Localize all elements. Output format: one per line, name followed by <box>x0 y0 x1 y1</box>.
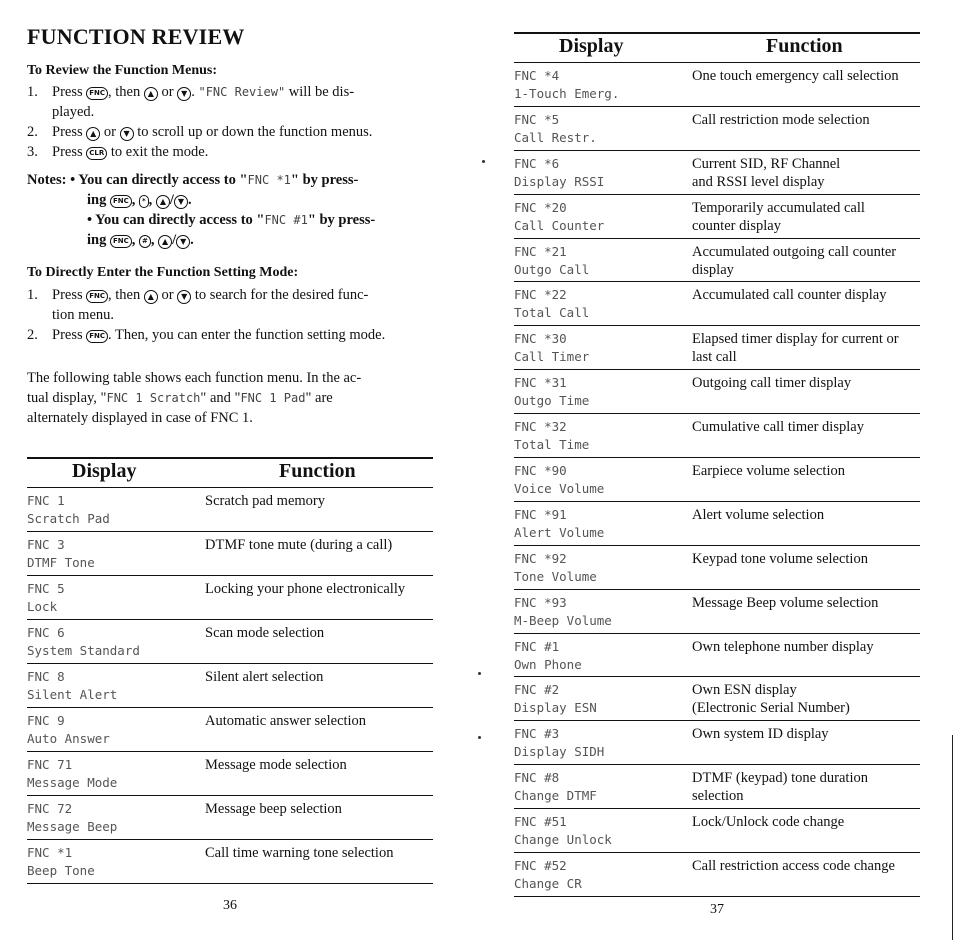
function-line-1: Current SID, RF Channel <box>692 155 841 172</box>
display-line-1: FNC #8 <box>514 770 560 786</box>
function-description <box>205 580 405 598</box>
table-row <box>514 151 920 195</box>
fnc-key-icon: FNC <box>86 87 108 100</box>
function-line-1: Alert volume selection <box>692 506 825 523</box>
table-row <box>514 326 920 370</box>
table-row <box>27 752 433 796</box>
function-description <box>205 492 325 510</box>
lcd-display-text <box>27 536 95 572</box>
table-row <box>27 664 433 708</box>
table-row <box>514 853 920 897</box>
display-line-1: FNC 6 <box>27 625 65 640</box>
lcd-display-text <box>514 725 604 761</box>
lcd-display-text <box>514 681 597 717</box>
display-line-2: Call Restr. <box>514 129 597 145</box>
notes <box>27 170 447 250</box>
display-line-1: FNC #1 <box>514 638 560 654</box>
table-row <box>27 576 433 620</box>
table-row <box>27 532 433 576</box>
display-line-2: Display ESN <box>514 700 597 716</box>
table-header <box>514 32 920 63</box>
function-line-2: selection <box>692 788 744 805</box>
table-row <box>514 414 920 458</box>
display-line-1: FNC #51 <box>514 814 567 830</box>
table-header <box>27 457 433 488</box>
display-line-2: Total Time <box>514 437 590 453</box>
function-line-1: Cumulative call timer display <box>692 419 864 436</box>
up-arrow-key-icon: ▲ <box>86 127 100 141</box>
function-description <box>692 638 874 656</box>
table-row <box>514 765 920 809</box>
display-line-2: Alert Volume <box>514 524 605 540</box>
function-description <box>692 286 886 304</box>
table-row <box>27 708 433 752</box>
display-line-1: FNC *5 <box>514 111 560 127</box>
lcd-display-text <box>27 800 117 836</box>
function-description <box>692 418 864 436</box>
fnc-key-icon: FNC <box>86 290 108 303</box>
review-step-3: 3. Press CLR to exit the mode. <box>27 144 209 160</box>
fnc-key-icon: FNC <box>110 235 132 248</box>
display-line-2: Change DTMF <box>514 788 597 804</box>
function-line-1: Message Beep volume selection <box>692 594 879 611</box>
fnc-key-icon: FNC <box>86 330 108 343</box>
display-line-1: FNC *21 <box>514 243 567 259</box>
table-row <box>514 634 920 678</box>
lcd-display-text <box>514 330 589 366</box>
lcd-display-text <box>514 243 589 279</box>
lcd-display-text <box>27 844 95 880</box>
table-row <box>27 620 433 664</box>
table-row <box>514 107 920 151</box>
display-line-2: Change CR <box>514 876 582 892</box>
function-line-1: Call restriction mode selection <box>692 111 870 128</box>
lcd-display-text <box>27 712 110 748</box>
column-header-function: Function <box>279 460 356 482</box>
up-arrow-key-icon: ▲ <box>156 195 170 209</box>
display-line-1: FNC 3 <box>27 537 65 552</box>
lcd-display-text <box>514 462 604 498</box>
column-header-display: Display <box>72 460 137 482</box>
table-row <box>514 282 920 326</box>
function-line-2: last call <box>692 349 737 366</box>
function-line-1: Keypad tone volume selection <box>692 550 868 567</box>
display-line-1: FNC 9 <box>27 713 65 728</box>
lcd-text: "FNC Review" <box>198 85 286 99</box>
table-row <box>27 840 433 884</box>
function-line-1: Own ESN display <box>692 682 797 699</box>
table-row <box>514 239 920 283</box>
intro-paragraph: The following table shows each function menu. In the ac- tual display, "FNC 1 Scratch" and "FNC 1 Pad" are alternately displayed in case of FNC 1. <box>27 370 362 426</box>
up-arrow-key-icon: ▲ <box>158 235 172 249</box>
display-line-1: FNC #2 <box>514 682 560 698</box>
function-line-1: Message beep selection <box>205 801 342 817</box>
display-line-1: FNC *30 <box>514 331 567 347</box>
function-line-1: Call time warning tone selection <box>205 845 394 861</box>
table-row <box>514 370 920 414</box>
function-line-1: One touch emergency call selection <box>692 68 899 84</box>
direct-step-2: 2. Press FNC . Then, you can enter the function setting mode. <box>27 327 386 343</box>
function-line-1: Automatic answer selection <box>205 713 367 729</box>
function-description <box>205 624 324 642</box>
table-row <box>514 63 920 107</box>
display-line-2: Auto Answer <box>27 731 110 746</box>
function-line-1: Message mode selection <box>205 757 347 773</box>
display-line-1: FNC *32 <box>514 419 567 435</box>
table-row <box>514 590 920 634</box>
table-row <box>514 546 920 590</box>
display-line-2: Silent Alert <box>27 687 118 702</box>
page-number: 37 <box>710 902 724 917</box>
display-line-2: Tone Volume <box>514 568 597 584</box>
function-line-1: Temporarily accumulated call <box>692 199 865 216</box>
up-arrow-key-icon: ▲ <box>144 87 158 101</box>
function-description <box>692 506 824 524</box>
function-line-1: Outgoing call timer display <box>692 375 852 392</box>
function-table-left <box>27 457 433 884</box>
lcd-display-text <box>514 769 597 805</box>
display-line-1: FNC *31 <box>514 375 567 391</box>
function-description <box>692 813 844 831</box>
down-arrow-key-icon: ▼ <box>120 127 134 141</box>
lcd-display-text <box>27 756 117 792</box>
note-2-keys: ing FNC , # , ▲ / ▼ . <box>87 232 194 248</box>
table-row <box>514 502 920 546</box>
star-key-icon: * <box>139 195 149 208</box>
up-arrow-key-icon: ▲ <box>144 290 158 304</box>
function-line-2: counter display <box>692 217 781 234</box>
function-table-right <box>514 32 920 897</box>
table-row <box>27 488 433 532</box>
function-description <box>692 769 868 805</box>
display-line-1: FNC 5 <box>27 581 65 596</box>
page-number: 36 <box>223 898 237 913</box>
function-description <box>205 844 393 862</box>
display-line-2: Change Unlock <box>514 832 612 848</box>
display-line-1: FNC *91 <box>514 506 567 522</box>
function-line-1: Earpiece volume selection <box>692 463 845 480</box>
review-step-2: 2. Press ▲ or ▼ to scroll up or down the function menus. <box>27 124 373 140</box>
lcd-display-text <box>514 418 589 454</box>
review-step-1: 1. Press FNC , then ▲ or ▼ . "FNC Review" will be dis- played. <box>27 84 355 120</box>
function-line-1: DTMF tone mute (during a call) <box>205 537 393 553</box>
review-heading: To Review the Function Menus: <box>27 63 218 78</box>
lcd-display-text <box>514 594 612 630</box>
page-title: FUNCTION REVIEW <box>27 24 245 49</box>
display-line-1: FNC 1 <box>27 493 65 508</box>
display-line-1: FNC *92 <box>514 550 567 566</box>
down-arrow-key-icon: ▼ <box>174 195 188 209</box>
lcd-display-text <box>27 624 140 660</box>
display-line-2: M-Beep Volume <box>514 612 612 628</box>
display-line-1: FNC 8 <box>27 669 65 684</box>
function-line-1: Scratch pad memory <box>205 493 325 509</box>
table-row <box>514 809 920 853</box>
function-line-1: Elapsed timer display for current or <box>692 331 899 348</box>
lcd-display-text <box>514 638 582 674</box>
table-row <box>514 677 920 721</box>
function-description <box>692 111 870 129</box>
lcd-display-text <box>27 580 65 616</box>
display-line-2: Message Mode <box>27 775 118 790</box>
display-line-2: Outgo Time <box>514 393 590 409</box>
function-line-1: Lock/Unlock code change <box>692 814 845 831</box>
display-line-1: FNC *20 <box>514 199 567 215</box>
scan-dot <box>482 160 485 163</box>
lcd-display-text <box>514 111 597 147</box>
display-line-1: FNC #3 <box>514 726 560 742</box>
display-line-1: FNC 72 <box>27 801 73 816</box>
lcd-display-text <box>27 492 110 528</box>
function-line-1: Accumulated outgoing call counter <box>692 243 897 260</box>
display-line-1: FNC *93 <box>514 594 567 610</box>
table-row <box>514 458 920 502</box>
display-line-1: FNC *6 <box>514 155 560 171</box>
note-1-keys: ing FNC , * , ▲ / ▼ . <box>87 192 192 208</box>
function-line-1: Scan mode selection <box>205 625 325 641</box>
display-line-2: Outgo Call <box>514 261 590 277</box>
display-line-2: Total Call <box>514 305 590 321</box>
lcd-display-text <box>514 155 604 191</box>
function-line-1: DTMF (keypad) tone duration <box>692 770 868 787</box>
function-line-1: Own telephone number display <box>692 638 874 655</box>
display-line-2: Call Counter <box>514 217 605 233</box>
lcd-display-text <box>514 813 612 849</box>
table-row <box>514 195 920 239</box>
lcd-display-text <box>514 67 619 103</box>
table-row <box>27 796 433 840</box>
function-line-1: Call restriction access code change <box>692 858 895 875</box>
lcd-display-text <box>514 374 589 410</box>
display-line-2: Display RSSI <box>514 173 605 189</box>
lcd-display-text <box>514 286 589 322</box>
function-line-2: and RSSI level display <box>692 173 825 190</box>
function-description <box>692 550 868 568</box>
display-line-2: Own Phone <box>514 656 582 672</box>
display-line-1: FNC #52 <box>514 858 567 874</box>
function-description <box>692 681 850 717</box>
down-arrow-key-icon: ▼ <box>176 235 190 249</box>
right-page <box>477 0 954 940</box>
display-line-2: Voice Volume <box>514 481 605 497</box>
function-description <box>205 668 323 686</box>
function-description <box>692 374 851 392</box>
column-header-function: Function <box>766 35 843 57</box>
display-line-2: Display SIDH <box>514 744 605 760</box>
direct-heading: To Directly Enter the Function Setting Mode: <box>27 265 299 280</box>
function-line-1: Own system ID display <box>692 726 829 743</box>
note-1: Notes: • You can directly access to "FNC *1" by press- <box>27 172 359 188</box>
lcd-display-text <box>27 668 117 704</box>
display-line-2: Scratch Pad <box>27 511 110 526</box>
display-line-2: 1-Touch Emerg. <box>514 86 620 101</box>
direct-step-1: 1. Press FNC , then ▲ or ▼ to search for the desired func- tion menu. <box>27 287 369 323</box>
function-description <box>692 67 899 85</box>
display-line-1: FNC *22 <box>514 287 567 303</box>
display-line-2: Message Beep <box>27 819 118 834</box>
function-description <box>205 536 392 554</box>
lcd-display-text <box>514 506 604 542</box>
function-description <box>692 725 829 743</box>
function-description <box>692 462 845 480</box>
hash-key-icon: # <box>139 235 151 248</box>
down-arrow-key-icon: ▼ <box>177 290 191 304</box>
lcd-display-text <box>514 857 582 893</box>
display-line-2: Lock <box>27 599 58 614</box>
display-line-2: Beep Tone <box>27 863 95 878</box>
display-line-1: FNC *4 <box>514 68 560 83</box>
display-line-2: Call Timer <box>514 349 590 365</box>
scan-dot <box>478 736 481 739</box>
display-line-2: System Standard <box>27 643 140 658</box>
function-line-1: Silent alert selection <box>205 669 324 685</box>
function-description <box>692 594 878 612</box>
display-line-1: FNC *1 <box>27 845 73 860</box>
function-description <box>692 857 895 875</box>
display-line-2: DTMF Tone <box>27 555 95 570</box>
function-line-1: Locking your phone electronically <box>205 581 406 597</box>
function-description <box>205 800 342 818</box>
display-line-1: FNC 71 <box>27 757 73 772</box>
function-description <box>692 155 840 191</box>
function-description <box>205 756 347 774</box>
lcd-display-text <box>514 199 604 235</box>
display-line-1: FNC *90 <box>514 463 567 479</box>
lcd-display-text <box>514 550 597 586</box>
function-line-2: display <box>692 261 734 278</box>
fnc-key-icon: FNC <box>110 195 132 208</box>
function-line-2: (Electronic Serial Number) <box>692 700 850 717</box>
scan-dot <box>478 672 481 675</box>
function-description <box>692 243 896 279</box>
clr-key-icon: CLR <box>86 147 107 160</box>
left-page <box>0 0 470 940</box>
column-header-display: Display <box>559 35 624 57</box>
function-description <box>205 712 366 730</box>
note-2: • You can directly access to "FNC #1" by press- <box>87 212 376 228</box>
table-row <box>514 721 920 765</box>
down-arrow-key-icon: ▼ <box>177 87 191 101</box>
page-edge <box>952 735 954 940</box>
function-description <box>692 199 865 235</box>
function-description <box>692 330 899 366</box>
function-line-1: Accumulated call counter display <box>692 287 887 304</box>
